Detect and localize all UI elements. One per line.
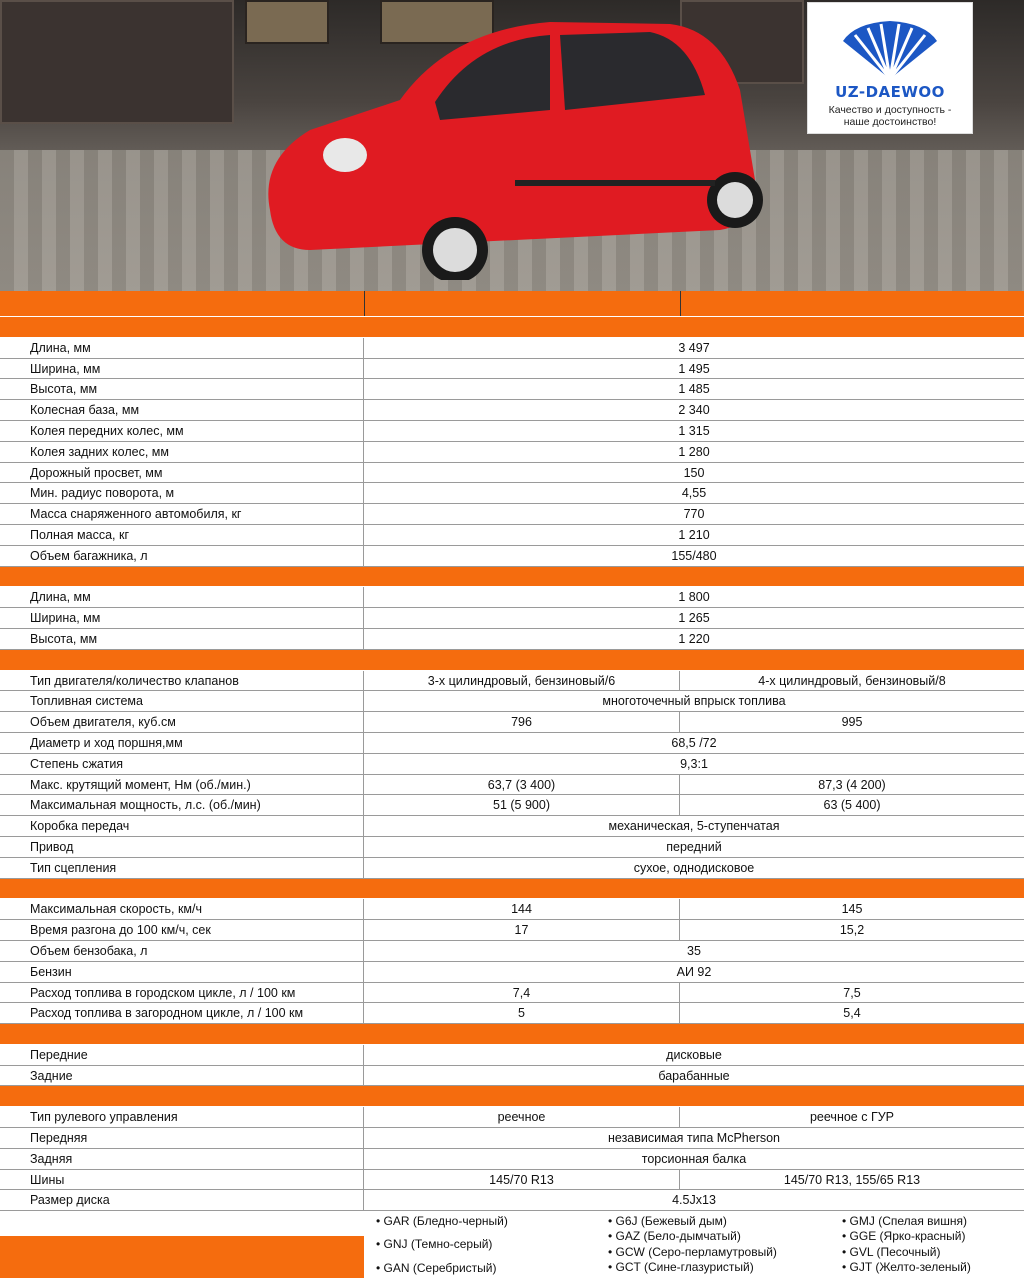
section-band-dimensions <box>0 317 1024 338</box>
spec-label: Объем бензобака, л <box>0 941 364 961</box>
spec-label: Колея передних колес, мм <box>0 421 364 441</box>
hero-image <box>0 0 1024 291</box>
spec-row <box>0 795 1024 816</box>
spec-label: Объем двигателя, куб.см <box>0 712 364 732</box>
spec-label: Полная масса, кг <box>0 525 364 545</box>
spec-value: 155/480 <box>671 548 717 563</box>
spec-row <box>0 1066 1024 1087</box>
spec-value-engine-1: 17 <box>364 920 680 940</box>
spec-row <box>0 691 1024 712</box>
headlight <box>323 138 367 172</box>
spec-value-engine-1: 796 <box>364 712 680 732</box>
spec-value: 4.5Jx13 <box>672 1193 716 1208</box>
section-performance <box>0 899 1024 1024</box>
spec-value-engine-1: 7,4 <box>364 983 680 1003</box>
section-engine <box>0 671 1024 879</box>
spec-row <box>0 858 1024 879</box>
brand-logo <box>807 2 973 134</box>
section-brakes <box>0 1045 1024 1087</box>
spec-label: Задняя <box>0 1149 364 1169</box>
spec-value-engine-2: 15,2 <box>839 923 865 938</box>
spec-row <box>0 483 1024 504</box>
spec-label: Длина, мм <box>0 338 364 358</box>
spec-value-engine-1: 145/70 R13 <box>364 1170 680 1190</box>
spec-label: Длина, мм <box>0 587 364 607</box>
spec-value: 1 210 <box>678 527 710 542</box>
spec-row <box>0 379 1024 400</box>
spec-row <box>0 983 1024 1004</box>
spec-value: 770 <box>683 507 705 522</box>
section-band-performance <box>0 879 1024 900</box>
brand-name: UZ-DAEWOO <box>835 83 945 101</box>
spec-row <box>0 400 1024 421</box>
spec-label: Привод <box>0 837 364 857</box>
section-band-brakes <box>0 1024 1024 1045</box>
spec-label: Объем багажника, л <box>0 546 364 566</box>
spec-value: передний <box>666 839 722 854</box>
spec-value: 4,55 <box>681 486 707 501</box>
spec-value: 1 800 <box>678 590 710 605</box>
spec-label: Колесная база, мм <box>0 400 364 420</box>
door-strip <box>515 180 715 186</box>
spec-value-engine-2: 145 <box>841 902 863 917</box>
spec-label: Масса снаряженного автомобиля, кг <box>0 504 364 524</box>
spec-value: барабанные <box>658 1068 730 1083</box>
spec-value: 1 265 <box>678 611 710 626</box>
spec-value: дисковые <box>666 1047 722 1062</box>
spec-label: Размер диска <box>0 1190 364 1210</box>
spec-row <box>0 671 1024 692</box>
color-column-1 <box>376 1214 508 1276</box>
spec-label: Ширина, мм <box>0 608 364 628</box>
spec-label: Тип двигателя/количество клапанов <box>0 671 364 691</box>
spec-label: Максимальная скорость, км/ч <box>0 899 364 919</box>
spec-value: 3 497 <box>678 340 710 355</box>
spec-row <box>0 442 1024 463</box>
color-item: • GCT (Сине-глазуристый) <box>608 1259 754 1274</box>
spec-table <box>0 291 1024 1211</box>
spec-row <box>0 1107 1024 1128</box>
section-band-engine <box>0 650 1024 671</box>
spec-value-engine-1: 51 (5 900) <box>364 795 680 815</box>
spec-row <box>0 463 1024 484</box>
spec-label: Задние <box>0 1066 364 1086</box>
color-item: • GVL (Песочный) <box>842 1244 941 1259</box>
spec-label: Колея задних колес, мм <box>0 442 364 462</box>
spec-row <box>0 629 1024 650</box>
spec-row <box>0 816 1024 837</box>
spec-label: Макс. крутящий момент, Нм (об./мин.) <box>0 775 364 795</box>
color-column-2 <box>608 1214 777 1275</box>
spec-value-engine-2: 63 (5 400) <box>823 798 881 813</box>
spec-value: АИ 92 <box>676 964 712 979</box>
spec-row <box>0 733 1024 754</box>
spec-value: 9,3:1 <box>680 756 708 771</box>
spec-value-engine-2: 995 <box>841 715 863 730</box>
color-item: • GJT (Желто-зеленый) <box>842 1259 971 1274</box>
spec-value: 1 220 <box>678 631 710 646</box>
spec-row <box>0 712 1024 733</box>
building <box>0 0 234 124</box>
color-item: • GAR (Бледно-черный) <box>376 1214 508 1228</box>
colors-label-band <box>0 1236 364 1278</box>
spec-value: 1 495 <box>678 361 710 376</box>
rear-rim <box>717 182 753 218</box>
color-item: • GCW (Серо-перламутровый) <box>608 1244 777 1259</box>
color-item: • G6J (Бежевый дым) <box>608 1214 727 1228</box>
spec-value-engine-2: 7,5 <box>843 985 861 1000</box>
spec-label: Высота, мм <box>0 629 364 649</box>
spec-label: Коробка передач <box>0 816 364 836</box>
spec-label: Шины <box>0 1170 364 1190</box>
spec-label: Дорожный просвет, мм <box>0 463 364 483</box>
spec-value-engine-2: 87,3 (4 200) <box>818 777 886 792</box>
spec-value: 2 340 <box>678 403 710 418</box>
spec-row <box>0 1003 1024 1024</box>
spec-row <box>0 525 1024 546</box>
spec-value-engine-1: 144 <box>364 899 680 919</box>
spec-value: 68,5 /72 <box>671 735 717 750</box>
spec-row <box>0 775 1024 796</box>
spec-value: торсионная балка <box>641 1151 747 1166</box>
spec-label: Расход топлива в загородном цикле, л / 100 км <box>0 1003 364 1023</box>
spec-row <box>0 1045 1024 1066</box>
daewoo-shell-icon <box>835 21 945 79</box>
section-dimensions <box>0 338 1024 567</box>
color-item: • GGE (Ярко-красный) <box>842 1229 966 1244</box>
spec-label: Ширина, мм <box>0 359 364 379</box>
spec-row <box>0 962 1024 983</box>
spec-value-engine-2: 5,4 <box>843 1006 861 1021</box>
spec-value: многоточечный впрыск топлива <box>602 694 786 709</box>
spec-label: Диаметр и ход поршня,мм <box>0 733 364 753</box>
spec-label: Мин. радиус поворота, м <box>0 483 364 503</box>
spec-label: Передние <box>0 1045 364 1065</box>
spec-value: 150 <box>683 465 705 480</box>
color-item: • GNJ (Темно-серый) <box>376 1237 493 1252</box>
spec-label: Степень сжатия <box>0 754 364 774</box>
spec-row <box>0 1170 1024 1191</box>
car-illustration <box>250 10 780 280</box>
spec-value-engine-2: 4-х цилиндровый, бензиновый/8 <box>758 673 946 688</box>
spec-row <box>0 837 1024 858</box>
spec-label: Передняя <box>0 1128 364 1148</box>
spec-row <box>0 338 1024 359</box>
color-item: • GMJ (Спелая вишня) <box>842 1214 967 1228</box>
color-item: • GAN (Серебристый) <box>376 1260 497 1275</box>
spec-label: Высота, мм <box>0 379 364 399</box>
spec-value: сухое, однодисковое <box>633 860 755 875</box>
slogan: Качество и доступность - наше достоинство! <box>828 104 952 128</box>
front-rim <box>433 228 477 272</box>
spec-row <box>0 920 1024 941</box>
color-options <box>0 1214 1024 1281</box>
spec-value-engine-1: 5 <box>364 1003 680 1023</box>
spec-row <box>0 941 1024 962</box>
spec-value: 1 280 <box>678 444 710 459</box>
spec-row <box>0 421 1024 442</box>
spec-label: Тип сцепления <box>0 858 364 878</box>
spec-row <box>0 587 1024 608</box>
spec-label: Время разгона до 100 км/ч, сек <box>0 920 364 940</box>
section-band-chassis <box>0 1086 1024 1107</box>
spec-value-engine-1: 63,7 (3 400) <box>364 775 680 795</box>
spec-label: Топливная система <box>0 691 364 711</box>
spec-row <box>0 1149 1024 1170</box>
spec-row <box>0 754 1024 775</box>
section-chassis <box>0 1107 1024 1211</box>
spec-row <box>0 1190 1024 1211</box>
spec-row <box>0 504 1024 525</box>
spec-value-engine-2: 145/70 R13, 155/65 R13 <box>783 1172 921 1187</box>
spec-label: Тип рулевого управления <box>0 1107 364 1127</box>
color-item: • GAZ (Бело-дымчатый) <box>608 1229 741 1244</box>
spec-value-engine-1: реечное <box>364 1107 680 1127</box>
spec-row <box>0 359 1024 380</box>
spec-label: Максимальная мощность, л.с. (об./мин) <box>0 795 364 815</box>
spec-row <box>0 899 1024 920</box>
spec-value: 1 315 <box>678 423 710 438</box>
spec-row <box>0 608 1024 629</box>
color-column-3 <box>842 1214 971 1275</box>
spec-value: независимая типа McPherson <box>607 1131 781 1146</box>
spec-row <box>0 546 1024 567</box>
section-band-trunk <box>0 567 1024 588</box>
spec-value-engine-1: 3-х цилиндровый, бензиновый/6 <box>364 671 680 691</box>
spec-value: 35 <box>687 943 701 958</box>
spec-row <box>0 1128 1024 1149</box>
spec-label: Расход топлива в городском цикле, л / 100 км <box>0 983 364 1003</box>
table-header-band <box>0 291 1024 317</box>
section-trunk <box>0 587 1024 649</box>
spec-label: Бензин <box>0 962 364 982</box>
spec-value-engine-2: реечное с ГУР <box>809 1110 894 1125</box>
spec-value: 1 485 <box>678 382 710 397</box>
spec-value: механическая, 5-ступенчатая <box>608 819 780 834</box>
